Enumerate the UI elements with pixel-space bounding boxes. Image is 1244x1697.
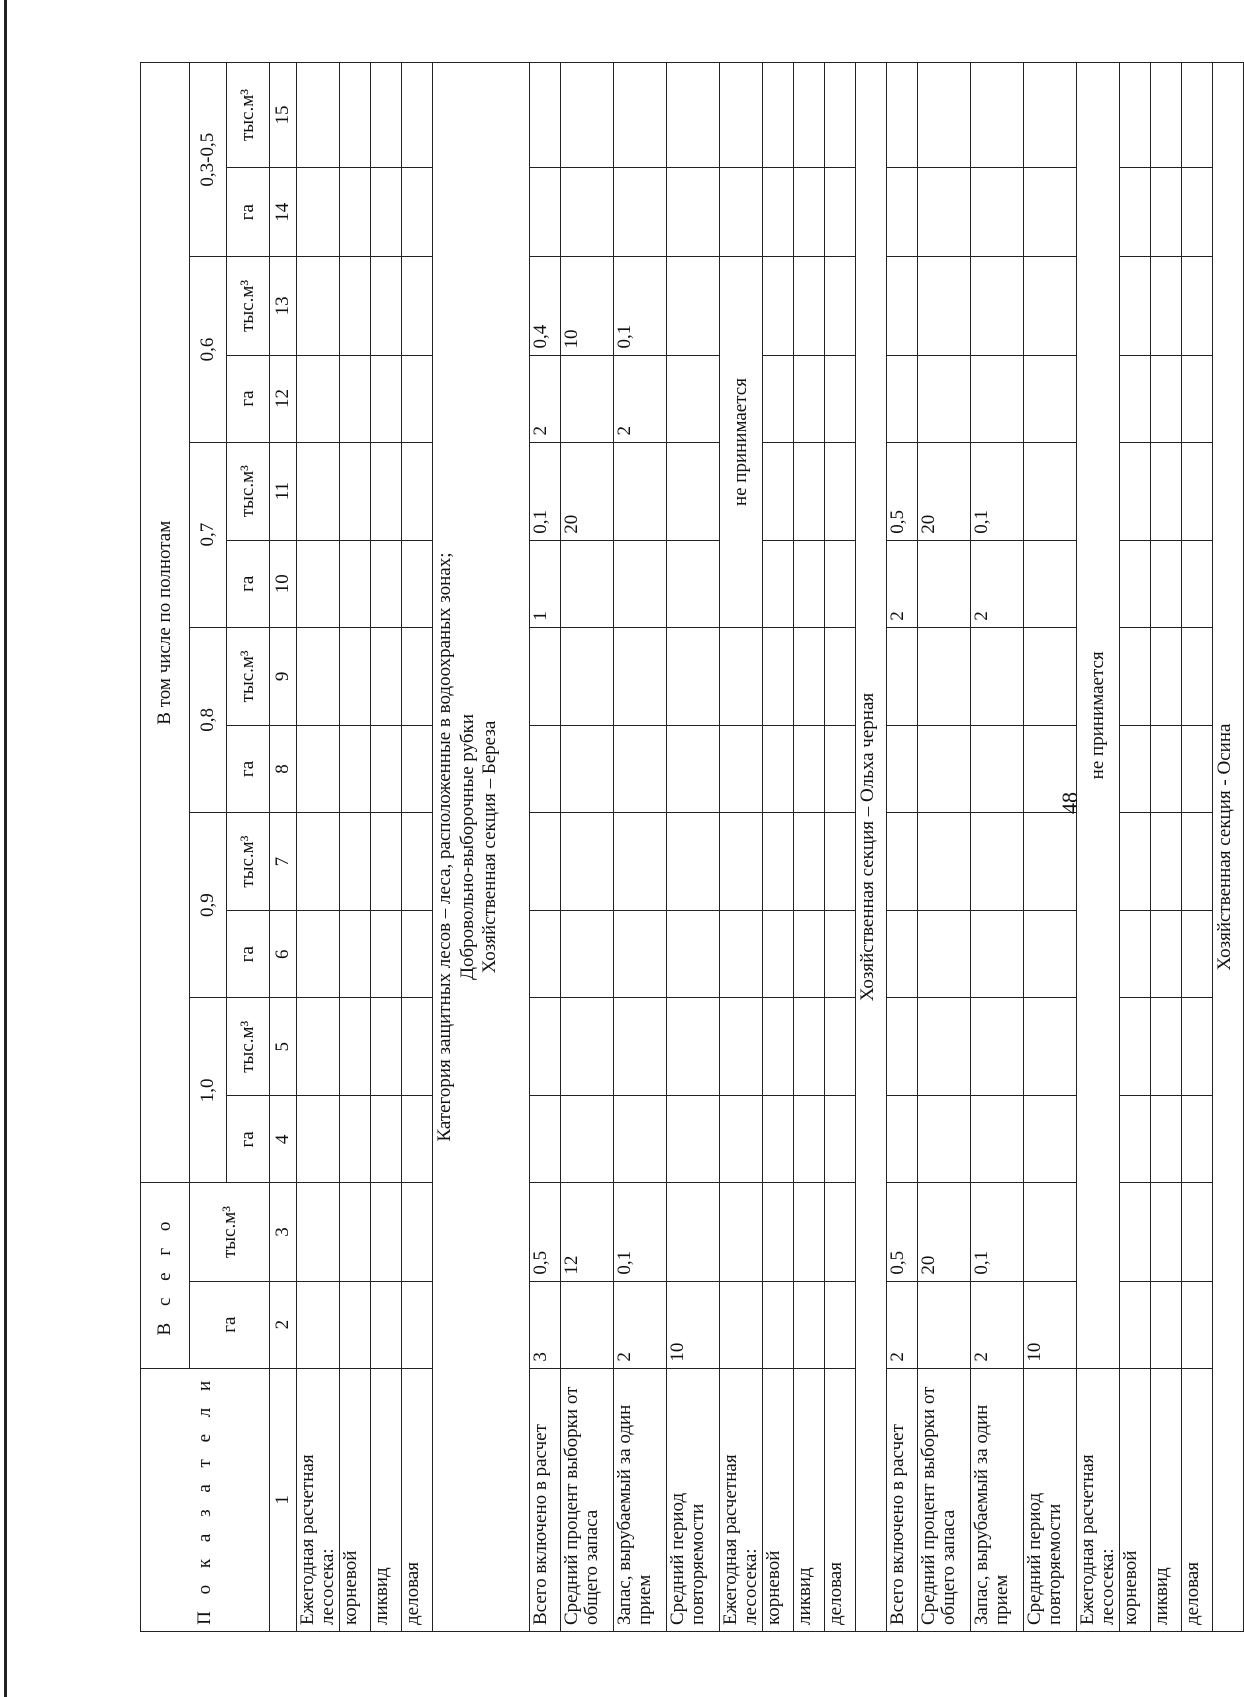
section-title-aspen: Хозяйственная секция - Осина [1212,63,1243,1632]
col-number: 11 [270,442,297,540]
unit-m3: тыс.м³ [227,627,270,725]
col-number: 9 [270,627,297,725]
not-accepted-note: не принимается [1076,63,1119,1369]
table-row [1181,63,1212,1632]
row-label: корневой [339,1368,370,1631]
density-0-7-header: 0,7 [190,442,227,627]
col-number: 8 [270,725,297,812]
row-label: деловая [401,1368,432,1631]
row-label: Запас, вырубаемый за один прием [970,1368,1023,1631]
col-number: 13 [270,257,297,355]
page-edge-line [4,0,7,1697]
table-row [719,63,762,1632]
section-title-alder: Хозяйственная секция – Ольха черная [855,63,886,1632]
col-number: 2 [270,1281,297,1368]
table-row: Всего включено в расчет 2 0,5 2 0,5 [886,63,917,1632]
row-label: ликвид [793,1368,824,1631]
indicators-header: П о к а з а т е л и [141,1368,270,1631]
row-label: Ежегодная расчетная лесосека: [297,1368,340,1631]
table-row: Всего включено в расчет 3 0,5 1 0,1 2 0,4 [529,63,560,1632]
row-label: Средний период повторяемости [666,1368,719,1631]
unit-m3: тыс.м³ [227,998,270,1096]
table-row [824,63,855,1632]
section-header-alder [855,63,886,1632]
row-label: деловая [1181,1368,1212,1631]
col-number: 15 [270,63,297,168]
row-label: корневой [1119,1368,1150,1631]
table-row: Средний процент выборки от общего запаса 20 20 [917,63,970,1632]
table-row [401,63,432,1632]
col-number: 3 [270,1183,297,1281]
unit-ha: га [227,355,270,442]
row-label: ликвид [1150,1368,1181,1631]
unit-ha: га [227,540,270,627]
row-label: Средний процент выборки от общего запаса [560,1368,613,1631]
unit-ha: га [227,168,270,257]
table-row [793,63,824,1632]
table-row [370,63,401,1632]
section-header-aspen [1212,63,1243,1632]
table-row: Средний период повторяемости 10 [1023,63,1076,1632]
page-number: 48 [1057,792,1082,814]
unit-ha: га [227,1096,270,1183]
density-0-9-header: 0,9 [190,812,227,997]
cutting-type-title: Добровольно-выборочные рубки [456,714,478,981]
rotated-table-wrapper [140,62,1235,1632]
unit-ha: га [227,911,270,998]
density-0-8-header: 0,8 [190,627,227,812]
row-label: корневой [762,1368,793,1631]
col-number: 7 [270,812,297,910]
density-0-3-0-5-header: 0,3-0,5 [190,63,227,257]
not-accepted-note: не принимается [719,257,762,627]
section-header-birch [432,63,529,1632]
density-0-6-header: 0,6 [190,257,227,442]
table-row: Средний процент выборки от общего запаса 12 20 10 [560,63,613,1632]
row-label: ликвид [370,1368,401,1631]
category-title: Категория защитных лесов – леса, расположенные в водоохраных зонах; [433,552,455,1142]
table-row: Средний период повторяемости 10 [666,63,719,1632]
row-label: Средний процент выборки от общего запаса [917,1368,970,1631]
unit-m3: тыс.м³ [227,442,270,540]
by-density-header: В том числе по полнотам [141,63,190,1183]
unit-m3: тыс.м³ [227,257,270,355]
total-m3-header: тыс.м³ [190,1183,270,1281]
table-row [339,63,370,1632]
row-label: Всего включено в расчет [886,1368,917,1631]
table-row: Запас, вырубаемый за один прием 2 0,1 2 0,1 [970,63,1023,1632]
forest-calculation-table [140,62,1244,1632]
col-number: 1 [270,1368,297,1631]
table-row [1150,63,1181,1632]
table-row: Запас, вырубаемый за один прием 2 0,1 2 0,1 [613,63,666,1632]
col-number: 10 [270,540,297,627]
col-number: 5 [270,998,297,1096]
table-row [1119,63,1150,1632]
table-row [1076,63,1119,1632]
unit-m3: тыс.м³ [227,63,270,168]
unit-ha: га [227,725,270,812]
col-number: 4 [270,1096,297,1183]
row-label: Ежегодная расчетная лесосека: [719,1368,762,1631]
row-label: Запас, вырубаемый за один прием [613,1368,666,1631]
table-row [297,63,340,1632]
col-number: 6 [270,911,297,998]
row-label: Ежегодная расчетная лесосека: [1076,1368,1119,1631]
density-1-0-header: 1,0 [190,998,227,1183]
row-label: Всего включено в расчет [529,1368,560,1631]
row-label: Средний период повторяемости [1023,1368,1076,1631]
unit-m3: тыс.м³ [227,812,270,910]
col-number: 12 [270,355,297,442]
section-title-birch: Хозяйственная секция – Береза [479,720,501,974]
total-ha-header: га [190,1281,270,1368]
col-number: 14 [270,168,297,257]
table-row [762,63,793,1632]
total-header: В с е г о [141,1183,190,1368]
row-label: деловая [824,1368,855,1631]
